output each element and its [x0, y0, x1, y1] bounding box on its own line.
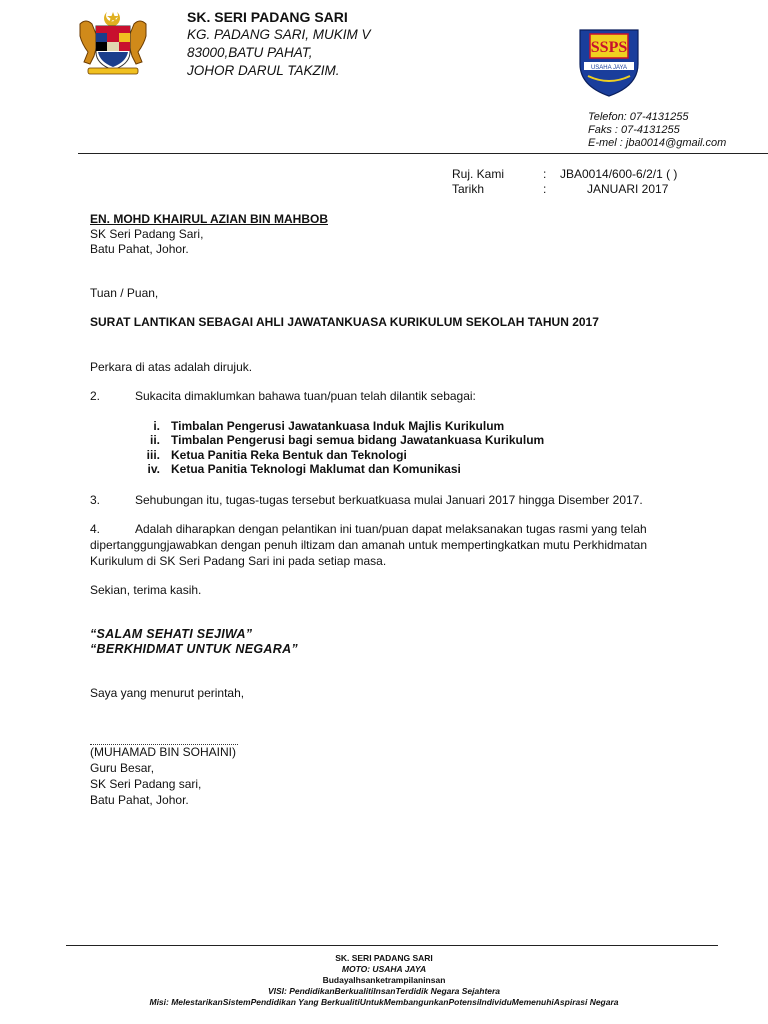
recipient-name: EN. MOHD KHAIRUL AZIAN BIN MAHBOB: [90, 212, 328, 226]
paragraph-4: dipertanggungjawabkan dengan penuh iltizam dan amanah untuk mempertingkatkan mutu Perkhidmatan: [90, 538, 648, 552]
school-name: SK. SERI PADANG SARI: [187, 9, 348, 25]
svg-text:USAHA JAYA: USAHA JAYA: [590, 65, 628, 71]
list-item: Timbalan Pengerusi bagi semua bidang Jawatankuasa Kurikulum: [171, 433, 545, 447]
paragraph-4: Kurikulum di SK Seri Padang Sari ini pada setiap masa.: [90, 554, 387, 568]
letter-subject: SURAT LANTIKAN SEBAGAI AHLI JAWATANKUASA KURIKULUM SEKOLAH TAHUN 2017: [90, 315, 599, 329]
slogan: “BERKHIDMAT UNTUK NEGARA”: [90, 642, 298, 656]
date-value: JANUARI 2017: [587, 182, 669, 196]
telephone: Telefon: 07-4131255: [588, 111, 689, 123]
reference-number: JBA0014/600-6/2/1 ( ): [560, 167, 678, 181]
paragraph-3-number: 3.: [90, 493, 101, 507]
address-line: KG. PADANG SARI, MUKIM V: [187, 27, 371, 42]
footer-misi: Misi: MelestarikanSistemPendidikan Yang BerkualitiUntukMembangunkanPotensiIndividuMemenuhiAspirasi Negara: [149, 997, 619, 1007]
footer-divider: [66, 945, 718, 946]
recipient-address: SK Seri Padang Sari,: [90, 227, 204, 241]
signatory-title: Guru Besar,: [90, 761, 155, 775]
reference-colon: :: [543, 167, 547, 181]
header-divider: [78, 153, 768, 154]
school-badge-icon: [576, 26, 642, 98]
address-line: 83000,BATU PAHAT,: [187, 45, 313, 60]
fax: Faks : 07-4131255: [588, 124, 680, 136]
footer-visi: VISI: PendidikanBerkualitiInsanTerdidik Negara Sejahtera: [267, 986, 501, 996]
signatory-address: SK Seri Padang sari,: [90, 777, 202, 791]
paragraph-3: Sehubungan itu, tugas-tugas tersebut berkuatkuasa mulai Januari 2017 hingga Disember 2017.: [135, 493, 643, 507]
paragraph-2-number: 2.: [90, 389, 101, 403]
address-line: JOHOR DARUL TAKZIM.: [187, 63, 340, 78]
signatory-name: (MUHAMAD BIN SOHAINI): [90, 745, 237, 759]
list-item: Ketua Panitia Teknologi Maklumat dan Komunikasi: [171, 462, 461, 476]
recipient-address: Batu Pahat, Johor.: [90, 242, 189, 256]
paragraph-4: Adalah diharapkan dengan pelantikan ini tuan/puan dapat melaksanakan tugas rasmi yang telah: [135, 522, 647, 536]
list-item-number: i.: [153, 419, 160, 433]
sign-off: Saya yang menurut perintah,: [90, 686, 245, 700]
date-label: Tarikh: [452, 182, 485, 196]
reference-label: Ruj. Kami: [452, 167, 505, 181]
paragraph-1: Perkara di atas adalah dirujuk.: [90, 360, 253, 374]
list-item-number: ii.: [149, 433, 160, 447]
malaysia-coat-of-arms-icon: [74, 8, 152, 78]
svg-text:SSPS: SSPS: [590, 39, 628, 56]
paragraph-4-number: 4.: [90, 522, 101, 536]
salutation: Tuan / Puan,: [90, 286, 159, 300]
slogan: “SALAM SEHATI SEJIWA”: [90, 627, 253, 641]
email[interactable]: E-mel : jba0014@gmail.com: [588, 137, 727, 149]
footer-budaya: Budayalhsanketrampilaninsan: [322, 975, 446, 985]
footer-school: SK. SERI PADANG SARI: [335, 953, 433, 963]
date-colon: :: [543, 182, 547, 196]
footer-moto: MOTO: USAHA JAYA: [341, 964, 427, 974]
list-item: Timbalan Pengerusi Jawatankuasa Induk Majlis Kurikulum: [171, 419, 505, 433]
paragraph-2: Sukacita dimaklumkan bahawa tuan/puan telah dilantik sebagai:: [135, 389, 476, 403]
closing: Sekian, terima kasih.: [90, 583, 202, 597]
list-item-number: iii.: [146, 448, 160, 462]
list-item-number: iv.: [147, 462, 160, 476]
signatory-address: Batu Pahat, Johor.: [90, 793, 189, 807]
list-item: Ketua Panitia Reka Bentuk dan Teknologi: [171, 448, 407, 462]
